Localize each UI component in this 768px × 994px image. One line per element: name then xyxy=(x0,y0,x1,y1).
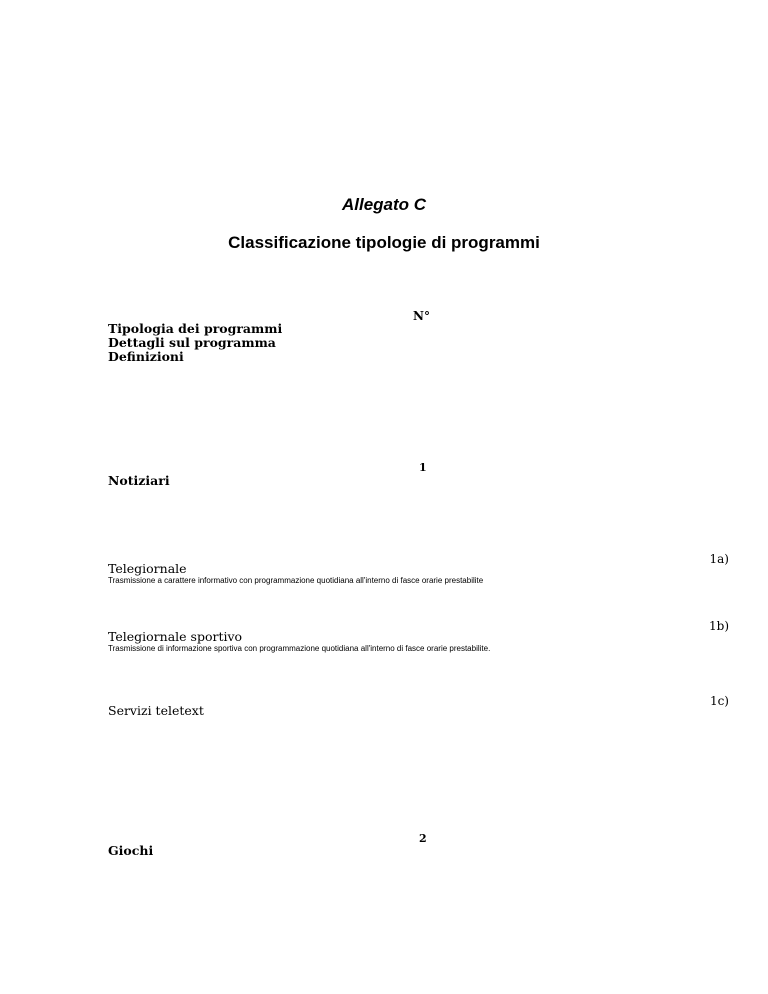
header-details: Dettagli sul programma xyxy=(108,335,276,350)
header-number: N° xyxy=(413,309,430,323)
item-definition: Trasmissione a carattere informativo con programmazione quotidiana all'interno di fasce orarie prestabilite xyxy=(108,576,484,585)
item-definition: Trasmissione di informazione sportiva con programmazione quotidiana all'interno di fasce orarie prestabilite. xyxy=(108,644,491,653)
section-number: 1 xyxy=(419,461,427,474)
document-subtitle: Allegato C xyxy=(341,195,427,214)
table-header xyxy=(108,322,282,364)
item-code: 1c) xyxy=(709,694,729,708)
item-label: Telegiornale xyxy=(108,561,187,576)
header-type: Tipologia dei programmi xyxy=(108,321,283,336)
item-label: Telegiornale sportivo xyxy=(108,629,243,644)
document-title: Classificazione tipologie di programmi xyxy=(228,233,540,252)
section-title: Notiziari xyxy=(108,473,170,488)
header-definitions: Definizioni xyxy=(108,349,184,364)
section-title: Giochi xyxy=(108,843,154,858)
section-number: 2 xyxy=(419,832,427,845)
item-code: 1b) xyxy=(709,619,729,633)
item-code: 1a) xyxy=(709,552,729,566)
item-label: Servizi teletext xyxy=(108,703,204,718)
